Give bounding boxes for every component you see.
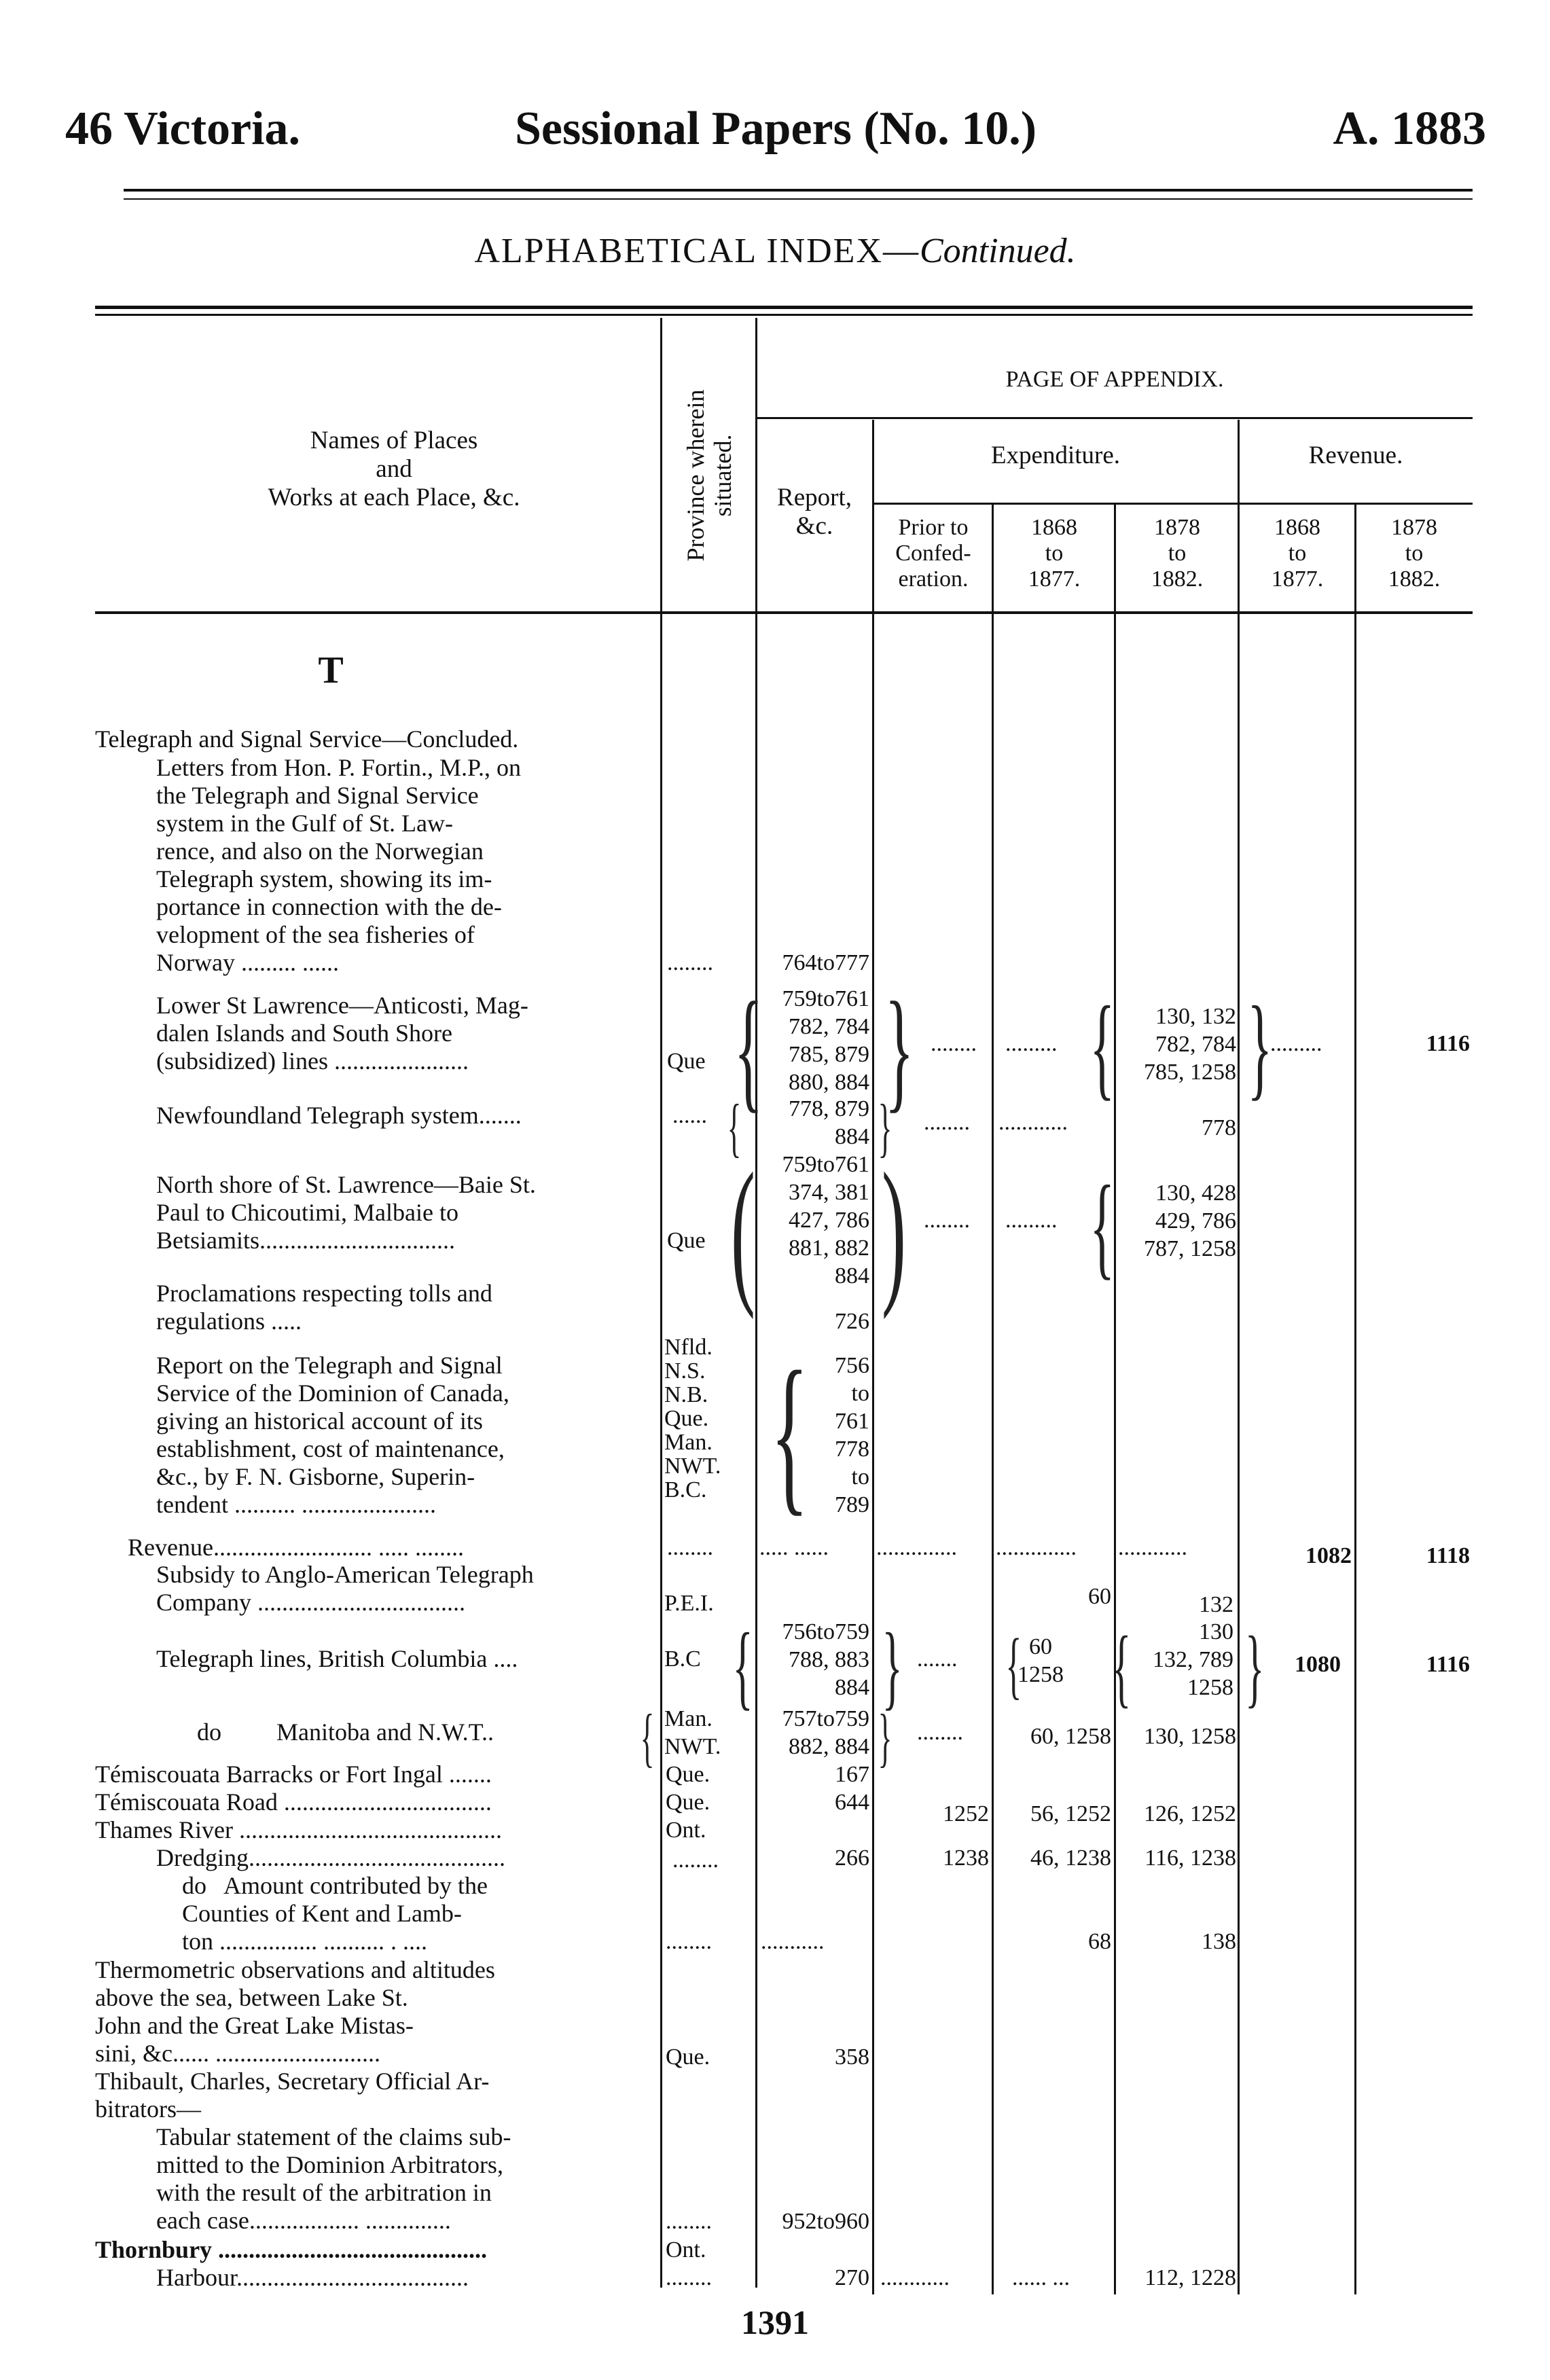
entry-prior: ............	[880, 2265, 950, 2290]
brace-report-gisborne: {	[770, 1335, 809, 1531]
entry-province: B.C	[664, 1646, 701, 1672]
entry-exp-1868: 60, 1258	[1030, 1724, 1111, 1749]
table-top-rule-2	[95, 314, 1473, 316]
entry-province: Que.	[666, 2044, 710, 2070]
entry-province: ........	[666, 2265, 712, 2290]
entry-exp-1868: ..............	[996, 1535, 1077, 1560]
entry-report: 757to759 882, 884	[782, 1706, 869, 1759]
entry-text: Report on the Telegraph and Signal Service of the Dominion of Canada, giving an historical account of its establishment, cost of maintenance, &c., by F. N. Gisborne, Superin- tendent .......... ......................	[156, 1352, 509, 1518]
entry-province: P.E.I.	[664, 1591, 714, 1616]
entry-province: ........	[672, 1847, 719, 1873]
entry-text: Letters from Hon. P. Fortin., M.P., on the Telegraph and Signal Service system in the Gulf of St. Law- rence, and also on the Norwegian Telegraph system, showing its im- portance in connection with the de- velopment of the sea fisheries of Norway ......... ......	[156, 754, 522, 976]
entry-text: Lower St Lawrence—Anticosti, Mag- dalen Islands and South Shore (subsidized) lines ......................	[156, 992, 528, 1075]
entry-exp-1878: 130, 1258	[1144, 1724, 1236, 1749]
entry-report: 726	[835, 1309, 869, 1334]
brace-bc-prior: }	[882, 1614, 903, 1719]
entry-prior: ........	[917, 1720, 963, 1745]
entry-exp-1878: 132	[1199, 1592, 1233, 1617]
brace-lower-st-lawrence-report: {	[734, 975, 763, 1125]
brace-bc-exp1868: {	[1005, 1623, 1022, 1706]
vline-province-left	[660, 318, 662, 2288]
subtitle-main: ALPHABETICAL INDEX—	[474, 232, 920, 270]
brace-north-shore-prior: )	[881, 1139, 906, 1320]
vline-prior-left	[872, 420, 874, 2294]
entry-exp-1878: ............	[1118, 1535, 1187, 1560]
entry-heading: Telegraph and Signal Service—Concluded.	[95, 725, 519, 753]
entry-exp-1878: 138	[1202, 1929, 1236, 1954]
entry-text: do Amount contributed by the Counties of Kent and Lamb- ton ................ .......... . ....	[182, 1872, 488, 1955]
col-revenue-heading: Revenue.	[1308, 441, 1403, 469]
col-rev-1878-heading: 1878 to 1882.	[1388, 515, 1441, 592]
entry-rev-1878: 1118	[1426, 1543, 1470, 1568]
brace-north-shore-exp: {	[1089, 1162, 1115, 1290]
entry-exp-1878: 778	[1202, 1115, 1236, 1140]
entry-province: ........	[667, 950, 713, 975]
header-left: 46 Victoria.	[65, 103, 301, 155]
brace-newfoundland-report: {	[727, 1091, 742, 1164]
entry-province: Que	[667, 1049, 706, 1074]
brace-bc-exp1878: {	[1112, 1619, 1132, 1716]
entry-province: Ont.	[666, 1818, 706, 1843]
entry-report: 167	[835, 1762, 869, 1787]
entry-report: 778, 879 884	[789, 1096, 869, 1149]
entry-exp-1868: 46, 1238	[1030, 1845, 1111, 1871]
entry-exp-1878: 112, 1228	[1145, 2265, 1236, 2290]
entry-text: Témiscouata Road ..................................	[95, 1788, 492, 1816]
entry-exp-1868: 60 1258	[1017, 1634, 1064, 1687]
entry-prior: ........	[924, 1208, 970, 1233]
vline-exp1878-left	[1114, 504, 1116, 2294]
entry-exp-1868: ...... ...	[1012, 2265, 1070, 2290]
entry-exp-1878: 130 132, 789 1258	[1153, 1619, 1233, 1700]
entry-prior: ..............	[876, 1535, 957, 1560]
col-expenditure-heading: Expenditure.	[990, 441, 1121, 469]
entry-prior: 1252	[943, 1801, 989, 1826]
entry-exp-1868: 68	[1088, 1929, 1111, 1954]
entry-text: Thibault, Charles, Secretary Official Ar- bitrators—	[95, 2068, 490, 2123]
brace-bc-report: {	[732, 1614, 753, 1719]
entry-province: Nfld. N.S. N.B. Que. Man. NWT. B.C.	[664, 1335, 721, 1502]
entry-province: Que	[667, 1228, 706, 1253]
entry-exp-1868: 60	[1088, 1584, 1111, 1609]
entry-exp-1878: 116, 1238	[1145, 1845, 1236, 1871]
entry-text: Subsidy to Anglo-American Telegraph Company ..................................	[156, 1561, 534, 1616]
entry-report: ...........	[761, 1929, 825, 1954]
col-page-of-appendix-heading: PAGE OF APPENDIX.	[1005, 367, 1224, 392]
entry-rev-1878: 1116	[1426, 1652, 1470, 1677]
entry-exp-1878: 130, 132 782, 784 785, 1258	[1144, 1004, 1236, 1085]
entry-province: ........	[667, 1535, 713, 1560]
entry-prior: 1238	[943, 1845, 989, 1871]
vline-exp1868-left	[992, 504, 994, 2294]
brace-lower-st-lawrence-prior: }	[884, 975, 914, 1125]
entry-province: Que.	[666, 1790, 710, 1815]
vline-report-left	[755, 318, 757, 2288]
rule-under-exp-rev	[872, 503, 1473, 505]
header-rule-top	[124, 189, 1473, 192]
entry-exp-1868: 56, 1252	[1030, 1801, 1111, 1826]
entry-report: 756to759 788, 883 884	[782, 1619, 869, 1700]
rule-under-page-of-appendix	[757, 417, 1473, 419]
entry-text: Thermometric observations and altitudes above the sea, between Lake St. John and the Great Lake Mistas- sini, &c...... ...........................	[95, 1956, 495, 2067]
entry-report: ..... ......	[759, 1535, 829, 1560]
section-letter: T	[318, 649, 344, 691]
brace-newfoundland-prior: }	[878, 1091, 893, 1164]
entry-text: Newfoundland Telegraph system.......	[156, 1102, 522, 1129]
header-rule-bottom	[124, 198, 1473, 200]
entry-report: 266	[835, 1845, 869, 1871]
entry-text: Proclamations respecting tolls and regulations .....	[156, 1280, 492, 1335]
vline-rev1878-left	[1354, 504, 1356, 2294]
entry-text: Revenue.......................... ..... ........	[128, 1534, 464, 1561]
entry-report: 764to777	[782, 950, 869, 975]
entry-text: Thames River ...........................................	[95, 1816, 502, 1843]
entry-province: ........	[666, 2209, 712, 2234]
page-subtitle	[0, 231, 1550, 271]
brace-lower-st-lawrence-exp: {	[1089, 983, 1115, 1111]
entry-report: 358	[835, 2044, 869, 2070]
running-header	[65, 102, 1486, 156]
rule-header-bottom	[95, 611, 1473, 614]
entry-exp-1868: ............	[998, 1110, 1068, 1135]
entry-report: 756 to 761 778 to 789	[835, 1353, 869, 1517]
entry-prior: .......	[917, 1646, 958, 1672]
col-names-heading: Names of Places and Works at each Place, &c.	[268, 427, 520, 511]
entry-province: ......	[672, 1103, 707, 1128]
entry-text: Harbour......................................	[156, 2264, 469, 2291]
entry-text: Tabular statement of the claims sub- mitted to the Dominion Arbitrators, with the result of the arbitration in each case.................. ..............	[156, 2123, 511, 2234]
brace-bc-rev: }	[1245, 1619, 1265, 1716]
entry-report: 759to761 374, 381 427, 786 881, 882 884	[782, 1152, 869, 1288]
brace-lower-st-lawrence-rev: }	[1247, 983, 1273, 1111]
entry-prior: ........	[931, 1031, 977, 1056]
entry-rev-1868: 1080	[1295, 1652, 1341, 1677]
entry-rev-1868: 1082	[1305, 1543, 1352, 1568]
entry-text: Telegraph lines, British Columbia ....	[156, 1645, 518, 1672]
col-exp-1878-heading: 1878 to 1882.	[1151, 515, 1204, 592]
entry-exp-1878: 126, 1252	[1144, 1801, 1236, 1826]
entry-exp-1868: .........	[1005, 1031, 1058, 1056]
entry-report: 270	[835, 2265, 869, 2290]
brace-north-shore-report: (	[730, 1139, 755, 1320]
entry-province: Man. NWT.	[664, 1706, 721, 1759]
entry-exp-1868: .........	[1005, 1208, 1058, 1233]
entry-text: North shore of St. Lawrence—Baie St. Paul to Chicoutimi, Malbaie to Betsiamits................................	[156, 1171, 536, 1254]
col-report-heading: Report, &c.	[777, 484, 852, 540]
entry-text: do Manitoba and N.W.T..	[197, 1718, 494, 1746]
entry-text: Thornbury ............................................	[95, 2236, 488, 2263]
entry-report: 644	[835, 1790, 869, 1815]
col-prior-heading: Prior to Confed- eration.	[895, 515, 971, 592]
table-top-rule-1	[95, 306, 1473, 309]
header-center: Sessional Papers (No. 10.)	[514, 103, 1037, 155]
entry-rev-1878: 1116	[1426, 1031, 1470, 1056]
entry-exp-1878: 130, 428 429, 786 787, 1258	[1144, 1180, 1236, 1261]
entry-report: 952to960	[782, 2209, 869, 2234]
entry-report: 759to761 782, 784 785, 879 880, 884	[782, 986, 869, 1095]
entry-prior: ........	[924, 1110, 970, 1135]
entry-province: ........	[666, 1929, 712, 1954]
entry-text: Dredging..........................................	[156, 1844, 505, 1871]
subtitle-italic: Continued.	[920, 232, 1076, 270]
entry-text: Témiscouata Barracks or Fort Ingal .......	[95, 1761, 492, 1788]
brace-manitoba-province: {	[640, 1701, 655, 1773]
entry-province: Ont.	[666, 2237, 706, 2262]
entry-province: Que.	[666, 1762, 710, 1787]
header-right: A. 1883	[1333, 103, 1486, 155]
page-number: 1391	[741, 2303, 809, 2341]
col-province-heading: Province wherein situated.	[682, 389, 736, 562]
col-rev-1868-heading: 1868 to 1877.	[1271, 515, 1324, 592]
col-exp-1868-heading: 1868 to 1877.	[1028, 515, 1081, 592]
vline-revenue-left	[1238, 420, 1240, 2294]
brace-manitoba-prior: }	[878, 1701, 893, 1773]
entry-rev-1868: .........	[1270, 1031, 1322, 1056]
